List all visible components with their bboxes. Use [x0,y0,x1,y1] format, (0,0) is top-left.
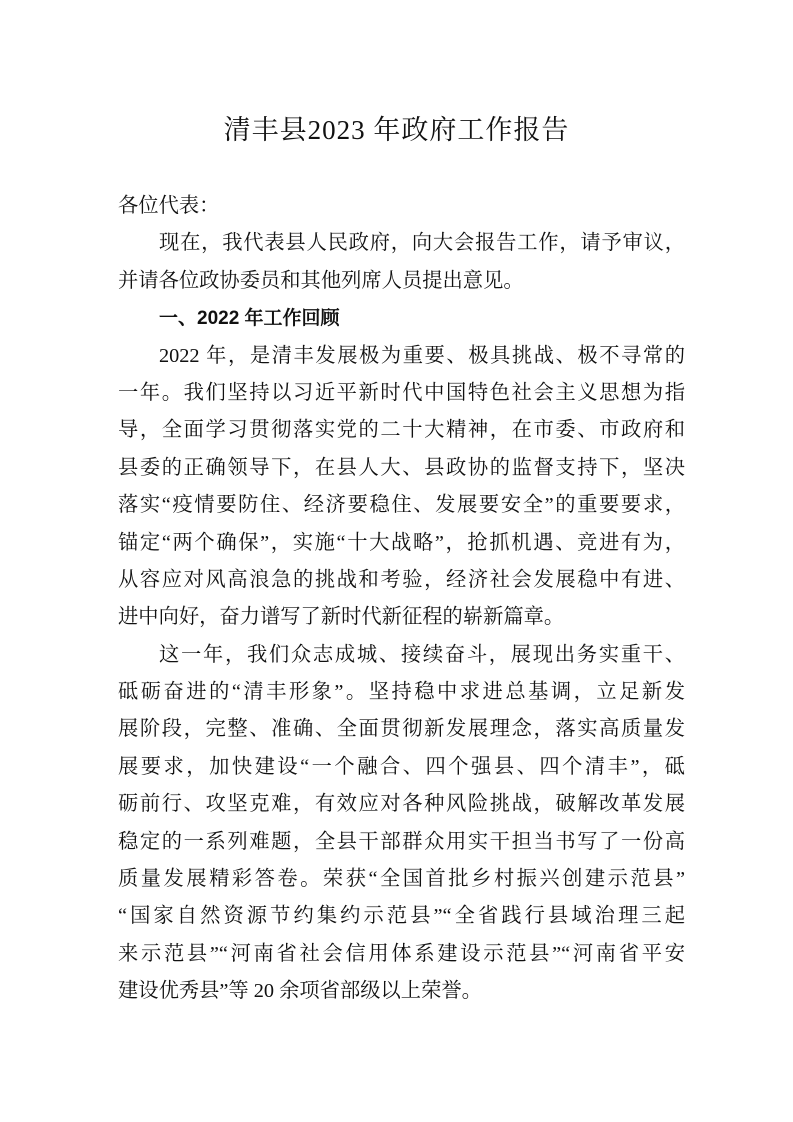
paragraph-line: 稳定的一系列难题，全县干部群众用实干担当书写了一份高 [118,830,685,853]
paragraph-line: 一年。我们坚持以习近平新时代中国特色社会主义思想为指 [118,381,685,404]
paragraph-line: 展要求，加快建设“一个融合、四个强县、四个清丰”，砥 [118,755,685,778]
paragraph-line: “国家自然资源节约集约示范县”“全省践行县域治理三起 [118,905,685,928]
paragraph-line: 导，全面学习贯彻落实党的二十大精神，在市委、市政府和 [118,419,685,442]
paragraph-line: 县委的正确领导下，在县人大、县政协的监督支持下，坚决 [118,456,685,479]
paragraph-line: 展阶段，完整、准确、全面贯彻新发展理念，落实高质量发 [118,718,685,741]
paragraph-line: 落实“疫情要防住、经济要稳住、发展要安全”的重要要求， [118,494,685,517]
paragraph-line: 质量发展精彩答卷。荣获“全国首批乡村振兴创建示范县” [118,868,685,891]
document-body [118,188,685,1011]
document-title: 清丰县2023 年政府工作报告 [223,115,570,145]
section-heading: 一、2022 年工作回顾 [159,308,340,330]
salutation: 各位代表： [118,195,220,217]
paragraph-line: 砥砺奋进的“清丰形象”。坚持稳中求进总基调，立足新发 [118,681,685,704]
paragraph-line: 锚定“两个确保”，实施“十大战略”，抢抓机遇、竞进有为， [118,531,685,554]
paragraph-line: 从容应对风高浪急的挑战和考验，经济社会发展稳中有进、 [118,568,685,591]
paragraph-line: 2022 年，是清丰发展极为重要、极具挑战、极不寻常的 [159,344,685,367]
paragraph-line: 这一年，我们众志成城、接续奋斗，展现出务实重干、 [159,643,685,666]
paragraph-line: 砺前行、攻坚克难，有效应对各种风险挑战，破解改革发展 [118,793,685,816]
paragraph-line: 来示范县”“河南省社会信用体系建设示范县”“河南省平安 [118,942,685,965]
paragraph-line: 并请各位政协委员和其他列席人员提出意见。 [118,269,524,292]
paragraph-line: 进中向好，奋力谱写了新时代新征程的崭新篇章。 [118,606,565,629]
paragraph-line: 现在，我代表县人民政府，向大会报告工作，请予审议， [159,232,685,255]
paragraph-line: 建设优秀县”等 20 余项省部级以上荣誉。 [118,980,482,1003]
